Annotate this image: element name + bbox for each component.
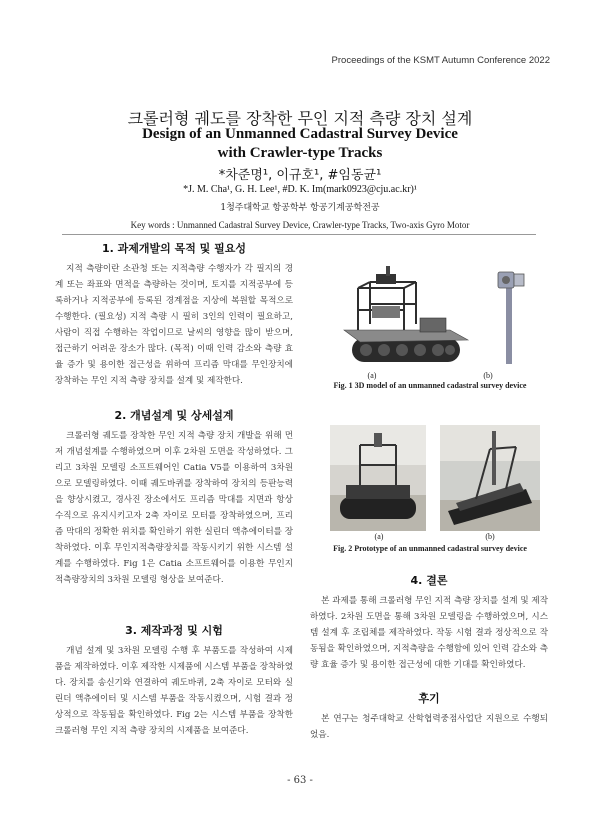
- section-acknowledgment: [310, 690, 548, 743]
- running-header: Proceedings of the KSMT Autumn Conference 2022: [331, 55, 550, 66]
- prototype-photo-a: [330, 425, 426, 531]
- affiliation: 1청주대학교 항공학부 항공기계공학전공: [220, 203, 380, 213]
- section-heading: 2. 개념설계 및 상세설계: [114, 409, 234, 422]
- section-3: [55, 622, 293, 739]
- section-heading: 1. 과제개발의 목적 및 필요성: [101, 242, 247, 255]
- authors-korean: *차준명¹, 이규호¹, #임동균¹: [218, 168, 382, 183]
- figure-2a-label: (a): [374, 532, 384, 541]
- figure-2-caption: Fig. 2 Prototype of an unmanned cadastral survey device: [333, 544, 527, 553]
- prism-rod-drawing: [498, 272, 524, 364]
- figure-1-caption: Fig. 1 3D model of an unmanned cadastral survey device: [333, 381, 527, 390]
- section-1: [55, 240, 293, 389]
- figure-2-prototype-photos: [330, 425, 540, 531]
- page-number: - 63 -: [287, 775, 313, 786]
- section-4: [310, 572, 548, 673]
- figure-1a-label: (a): [367, 371, 377, 380]
- authors-english: *J. M. Cha¹, G. H. Lee¹, #D. K. Im(mark0923@cju.ac.kr)¹: [183, 184, 417, 195]
- keywords-divider: [62, 234, 536, 235]
- section-2: [55, 407, 293, 588]
- figure-1b-label: (b): [483, 371, 493, 380]
- section-heading: 후기: [418, 692, 440, 705]
- figure-1-3d-model: [330, 258, 550, 370]
- prototype-photo-b: [440, 425, 540, 531]
- section-paragraph: 본 과제를 통해 크롤러형 무인 지적 측량 장치를 설계 및 제작하였다. 2차원 도면을 통해 3차원 모델링을 수행하였으며, 시스템 설계 후 조립체를 제작하였다. 작동 시험 결과 정상적으로 작동됨을 확인하였으며, 지적측량을 수행함에 있어 인력 감소와 측량 효율 증가 및 용이한 접근성에 대한 기대를 확인하였다.: [310, 596, 548, 670]
- paper-title-english-line2: with Crawler-type Tracks: [217, 145, 383, 161]
- section-paragraph: 개념 설계 및 3차원 모델링 수행 후 부품도를 작성하여 시제품을 제작하였다. 이후 제작한 시제품에 시스템 부품을 장착하였다. 장치를 송신기와 연결하여 궤도바퀴, 2축 자이로 모터와 실린더 액츄에이터 및 시스템 부품을 작동시켰으며, 시험 결과 정상적으로 작동됨을 확인하였다. Fig 2는 시스템 부품을 장착한 크롤러형 무인 지적 측량 장치의 시제품을 보여준다.: [55, 646, 293, 736]
- paper-title-english-line1: Design of an Unmanned Cadastral Survey Device: [142, 126, 458, 142]
- section-paragraph: 지적 측량이란 소관청 또는 지적측량 수행자가 각 필지의 경계 또는 좌표와 면적을 측량하는 것이며, 토지를 지적공부에 등록하거나 지적공부에 등록된 경계점을 지상에 복원할 목적으로 수행한다. (필요성) 지적 측량 시 필히 3인의 인력이 필요하고, 사람이 직접 수행하는 작업이므로 날씨의 영향을 많이 받으며, 접근하기 어려운 장소가 많다. (목적) 이때 인력 감소와 측량 효율 증가 및 용이한 접근성을 위하여 프리즘 막대를 무인장치에 장착하는 무인 지적 측량 장치를 설계 및 제작한다.: [55, 264, 293, 386]
- section-heading: 3. 제작과정 및 시험: [125, 624, 223, 637]
- crawler-model-drawing: [344, 266, 468, 362]
- figure-2b-label: (b): [485, 532, 495, 541]
- section-paragraph: 크롤러형 궤도를 장착한 무인 지적 측량 장치 개발을 위해 먼저 개념설계를 수행하였으며 이후 2차원 도면을 작성하였다. 그리고 3차원 모델링 소프트웨어인 Catia V5를 이용하여 3차원으로 모델링하였다. 이때 궤도바퀴를 장착하여 장치의 등판능력을 향상시켰고, 경사진 장소에서도 프리즘 막대를 지면과 항상 수직으로 유지시키고자 2축 자이로 모터를 장착하였으며, 프리즘 막대의 정확한 위치를 확인하기 위한 실린더 액츄에이터를 장착하였다. 이후 무인지적측량장치를 작동시키기 위한 시스템 설계를 수행하였다. Fig 1은 Catia 소프트웨어를 이용한 무인지적측량장치의 3차원 모델링 형상을 보여준다.: [55, 431, 293, 585]
- keywords: Key words : Unmanned Cadastral Survey Device, Crawler-type Tracks, Two-axis Gyro Motor: [130, 220, 470, 230]
- paper-title-korean: 크롤러형 궤도를 장착한 무인 지적 측량 장치 설계: [127, 109, 473, 128]
- section-paragraph: 본 연구는 청주대학교 산학협력중점사업단 지원으로 수행되었음.: [310, 714, 548, 740]
- section-heading: 4. 결론: [410, 574, 448, 587]
